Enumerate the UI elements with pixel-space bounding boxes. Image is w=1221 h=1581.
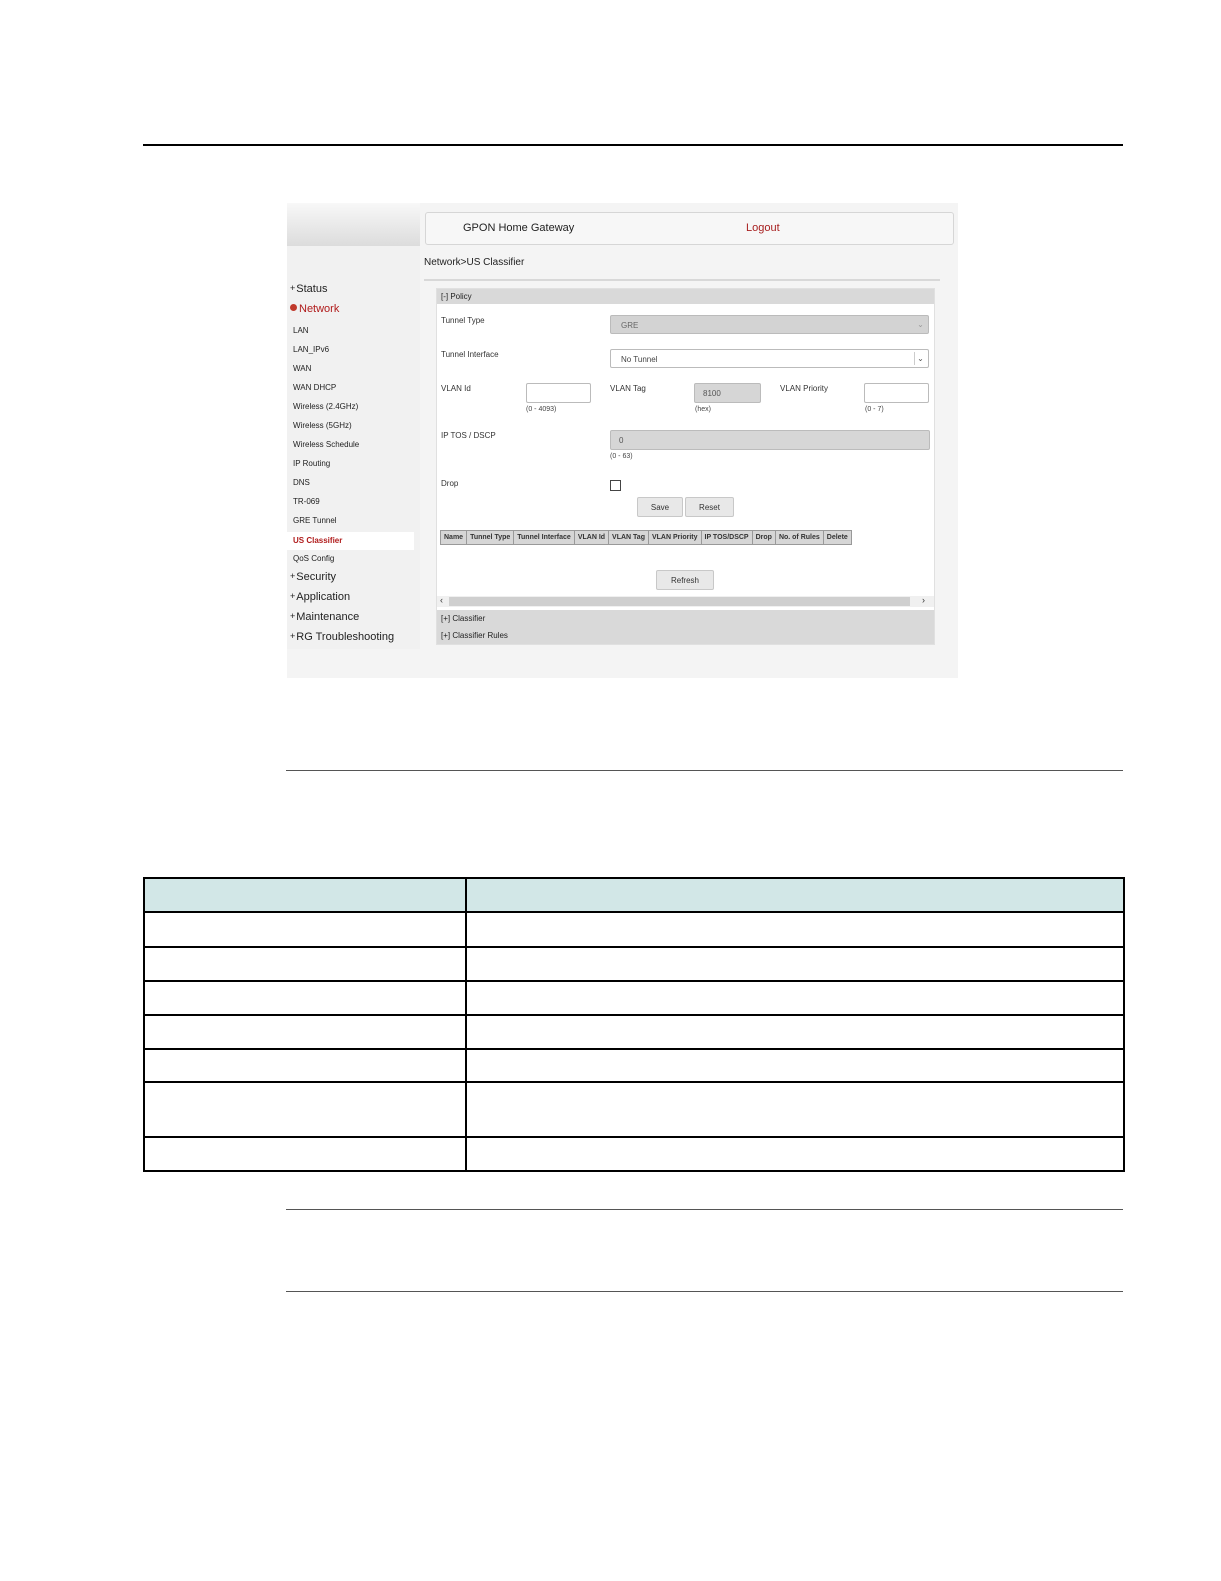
nav-wireless-schedule[interactable]: Wireless Schedule (293, 440, 360, 449)
table-cell (466, 1049, 1124, 1082)
classifier-rules-section-header[interactable]: [+] Classifier Rules (437, 627, 934, 644)
table-row (144, 947, 1124, 981)
table-row (144, 1049, 1124, 1082)
col-rule-count: No. of Rules (775, 531, 823, 545)
scroll-left-icon[interactable]: ‹ (440, 595, 443, 605)
table-cell (144, 947, 466, 981)
nav-status[interactable]: +Status (290, 283, 328, 295)
col-vlan-id: VLAN Id (574, 531, 608, 545)
nav-gre-tunnel[interactable]: GRE Tunnel (293, 516, 337, 525)
table-header-cell (144, 878, 466, 912)
ip-tos-label: IP TOS / DSCP (441, 431, 496, 440)
nav-qos-config[interactable]: QoS Config (293, 554, 335, 563)
vlan-tag-input: 8100 (694, 383, 761, 403)
sidebar-logo-area (287, 203, 420, 246)
col-vlan-priority: VLAN Priority (648, 531, 701, 545)
table-row (144, 1082, 1124, 1137)
save-button[interactable]: Save (637, 497, 683, 517)
tunnel-type-select: GRE ⌄ (610, 315, 929, 334)
tunnel-interface-label: Tunnel Interface (441, 350, 499, 359)
table-row (144, 1137, 1124, 1171)
gateway-screenshot (287, 203, 958, 678)
table-cell (466, 912, 1124, 947)
nav-lan-ipv6[interactable]: LAN_IPv6 (293, 345, 330, 354)
table-row (144, 1015, 1124, 1049)
table-header-cell (466, 878, 1124, 912)
vlan-id-input[interactable] (526, 383, 591, 403)
nav-us-classifier[interactable]: US Classifier (287, 532, 414, 550)
breadcrumb-divider (424, 279, 940, 281)
gateway-title: GPON Home Gateway (463, 222, 575, 234)
nav-wan[interactable]: WAN (293, 364, 312, 373)
collapse-icon (290, 304, 297, 311)
note-bottom-rule (286, 1291, 1123, 1292)
chevron-down-icon: ⌄ (917, 320, 924, 329)
table-cell (466, 1082, 1124, 1137)
table-cell (144, 1082, 466, 1137)
nav-tr069[interactable]: TR-069 (293, 497, 320, 506)
table-cell (466, 1137, 1124, 1171)
tunnel-interface-select[interactable]: No Tunnel ⌄ (610, 349, 929, 368)
nav-security[interactable]: +Security (290, 571, 337, 583)
nav-application[interactable]: +Application (290, 591, 351, 603)
note-top-rule (286, 1209, 1123, 1210)
breadcrumb: Network>US Classifier (424, 257, 525, 268)
col-tunnel-interface: Tunnel Interface (514, 531, 575, 545)
header-bar (425, 212, 954, 245)
nav-maintenance[interactable]: +Maintenance (290, 611, 360, 623)
table-row (144, 981, 1124, 1015)
ip-tos-hint: (0 - 63) (610, 453, 633, 460)
col-drop: Drop (752, 531, 775, 545)
expand-icon: + (290, 631, 296, 641)
table-cell (144, 1137, 466, 1171)
vlan-tag-hint: (hex) (695, 406, 711, 413)
scroll-right-icon[interactable]: › (922, 595, 925, 605)
drop-label: Drop (441, 479, 459, 488)
table-header-row (144, 878, 1124, 912)
col-tunnel-type: Tunnel Type (467, 531, 514, 545)
policy-panel (436, 288, 935, 645)
table-cell (466, 1015, 1124, 1049)
nav-dns[interactable]: DNS (293, 478, 310, 487)
scroll-thumb[interactable] (449, 597, 910, 606)
top-rule (143, 144, 1123, 146)
field-description-table (143, 877, 1125, 1172)
expand-icon: + (290, 283, 296, 293)
policy-rule-table (440, 530, 852, 545)
logout-link[interactable]: Logout (746, 222, 780, 234)
chevron-down-icon: ⌄ (914, 352, 926, 365)
vlan-id-label: VLAN Id (441, 384, 471, 393)
table-row (144, 912, 1124, 947)
horizontal-scrollbar[interactable] (437, 596, 934, 607)
table-cell (144, 1015, 466, 1049)
tunnel-type-label: Tunnel Type (441, 316, 485, 325)
refresh-button[interactable]: Refresh (656, 570, 714, 590)
table-cell (466, 947, 1124, 981)
col-delete: Delete (823, 531, 851, 545)
nav-wan-dhcp[interactable]: WAN DHCP (293, 383, 337, 392)
vlan-priority-hint: (0 - 7) (865, 406, 884, 413)
col-vlan-tag: VLAN Tag (609, 531, 649, 545)
vlan-id-hint: (0 - 4093) (526, 406, 557, 413)
drop-checkbox[interactable] (610, 480, 621, 491)
ip-tos-input: 0 (610, 430, 930, 450)
expand-icon: + (290, 591, 296, 601)
policy-section-header[interactable]: [-] Policy (437, 289, 934, 304)
nav-wireless-5[interactable]: Wireless (5GHz) (293, 421, 352, 430)
col-name: Name (441, 531, 467, 545)
classifier-section-header[interactable]: [+] Classifier (437, 610, 934, 627)
nav-wireless-24[interactable]: Wireless (2.4GHz) (293, 402, 359, 411)
expand-icon: + (290, 611, 296, 621)
nav-network[interactable]: Network (290, 303, 339, 315)
table-cell (466, 981, 1124, 1015)
reset-button[interactable]: Reset (685, 497, 734, 517)
table-cell (144, 912, 466, 947)
section-rule (286, 770, 1123, 771)
expand-icon: + (290, 571, 296, 581)
vlan-priority-label: VLAN Priority (780, 384, 829, 393)
table-cell (144, 981, 466, 1015)
nav-rg-troubleshooting[interactable]: +RG Troubleshooting (290, 631, 395, 643)
vlan-tag-label: VLAN Tag (610, 384, 646, 393)
nav-ip-routing[interactable]: IP Routing (293, 459, 331, 468)
table-cell (144, 1049, 466, 1082)
col-ip-tos: IP TOS/DSCP (701, 531, 752, 545)
nav-lan[interactable]: LAN (293, 326, 309, 335)
vlan-priority-input[interactable] (864, 383, 929, 403)
